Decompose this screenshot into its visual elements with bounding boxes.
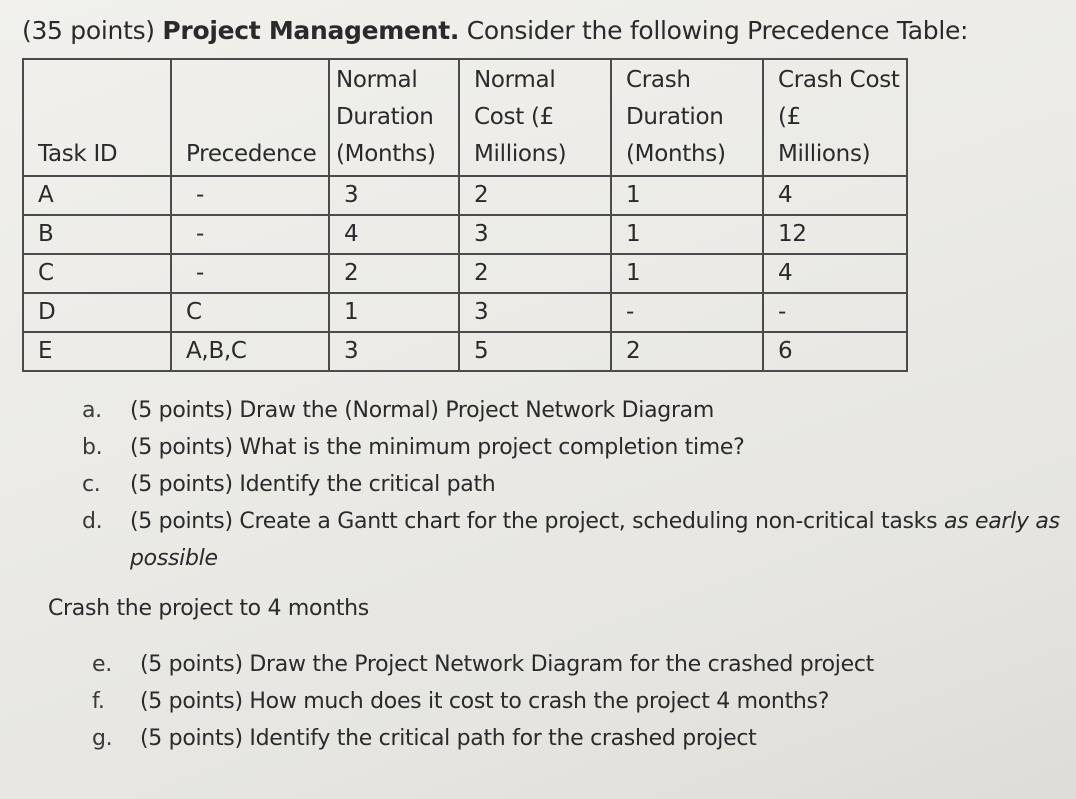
- cell-normal-cost: 3: [459, 293, 611, 332]
- cell-normal-duration: 1: [329, 293, 459, 332]
- question-text: (5 points) What is the minimum project completion time?: [130, 435, 745, 460]
- question-emphasis: as early as possible: [130, 509, 1060, 571]
- list-item: [82, 392, 1067, 429]
- cell-crash-duration: 2: [611, 332, 763, 371]
- header-line: Crash Cost: [778, 67, 900, 93]
- cell-normal-duration: 3: [329, 332, 459, 371]
- cell-crash-cost: 12: [763, 215, 907, 254]
- header-line: Cost (£: [474, 104, 554, 130]
- question-letter: e.: [92, 652, 112, 677]
- header-line: Crash: [626, 67, 691, 93]
- cell-normal-duration: 4: [329, 215, 459, 254]
- list-item: [92, 683, 992, 720]
- list-item: [82, 466, 1067, 503]
- col-header-crash-cost: [763, 59, 907, 176]
- cell-crash-duration: 1: [611, 254, 763, 293]
- precedence-table: [22, 58, 908, 372]
- list-item: [92, 720, 992, 757]
- cell-precedence: C: [171, 293, 329, 332]
- cell-task-id: A: [23, 176, 171, 215]
- table-row: [23, 176, 907, 215]
- header-line: (Months): [626, 141, 726, 167]
- header-line: Normal: [336, 67, 418, 93]
- cell-crash-duration: 1: [611, 215, 763, 254]
- question-text: (5 points) Create a Gantt chart for the project, scheduling non-critical tasks: [130, 509, 944, 534]
- cell-crash-cost: 4: [763, 176, 907, 215]
- header-line: (Months): [336, 141, 436, 167]
- col-header-crash-duration: [611, 59, 763, 176]
- cell-normal-cost: 2: [459, 254, 611, 293]
- cell-normal-cost: 2: [459, 176, 611, 215]
- cell-task-id: B: [23, 215, 171, 254]
- cell-crash-duration: 1: [611, 176, 763, 215]
- table-row: [23, 332, 907, 371]
- question-letter: g.: [92, 726, 113, 751]
- question-text: (5 points) Identify the critical path: [130, 472, 496, 497]
- question-letter: c.: [82, 472, 101, 497]
- cell-precedence: A,B,C: [171, 332, 329, 371]
- col-header-precedence: [171, 59, 329, 176]
- question-letter: a.: [82, 398, 102, 423]
- header-line: Millions): [778, 141, 871, 167]
- header-line: Task ID: [38, 141, 118, 167]
- crash-question-list: [92, 646, 992, 757]
- cell-normal-duration: 3: [329, 176, 459, 215]
- list-item: [92, 646, 992, 683]
- table-header-row: [23, 59, 907, 176]
- question-intro: Consider the following Precedence Table:: [459, 16, 969, 45]
- table-row: [23, 215, 907, 254]
- question-title: Project Management.: [162, 16, 460, 45]
- table-row: [23, 293, 907, 332]
- header-line: Precedence: [186, 141, 317, 167]
- cell-task-id: E: [23, 332, 171, 371]
- question-text: (5 points) Identify the critical path for the crashed project: [140, 726, 757, 751]
- cell-task-id: D: [23, 293, 171, 332]
- cell-crash-duration: -: [611, 293, 763, 332]
- header-line: (£: [778, 104, 802, 130]
- list-item: [82, 429, 1067, 466]
- cell-normal-cost: 3: [459, 215, 611, 254]
- question-letter: f.: [92, 689, 105, 714]
- cell-precedence: -: [171, 176, 329, 215]
- cell-normal-cost: 5: [459, 332, 611, 371]
- question-letter: d.: [82, 509, 103, 534]
- col-header-normal-cost: [459, 59, 611, 176]
- question-letter: b.: [82, 435, 103, 460]
- cell-crash-cost: 4: [763, 254, 907, 293]
- header-line: Duration: [336, 104, 434, 130]
- header-line: Normal: [474, 67, 556, 93]
- col-header-task-id: [23, 59, 171, 176]
- question-header: [22, 16, 968, 45]
- table-row: [23, 254, 907, 293]
- question-text-wrapper: [130, 503, 1067, 577]
- cell-task-id: C: [23, 254, 171, 293]
- cell-precedence: -: [171, 254, 329, 293]
- question-list: [82, 392, 1067, 577]
- question-text: (5 points) Draw the Project Network Diagram for the crashed project: [140, 652, 874, 677]
- list-item: [82, 503, 1067, 577]
- cell-normal-duration: 2: [329, 254, 459, 293]
- question-text: (5 points) Draw the (Normal) Project Network Diagram: [130, 398, 714, 423]
- question-text: (5 points) How much does it cost to crash the project 4 months?: [140, 689, 830, 714]
- header-line: Millions): [474, 141, 567, 167]
- cell-precedence: -: [171, 215, 329, 254]
- points-label: (35 points): [22, 16, 163, 45]
- cell-crash-cost: 6: [763, 332, 907, 371]
- header-line: Duration: [626, 104, 724, 130]
- cell-crash-cost: -: [763, 293, 907, 332]
- col-header-normal-duration: [329, 59, 459, 176]
- crash-heading: Crash the project to 4 months: [48, 596, 369, 621]
